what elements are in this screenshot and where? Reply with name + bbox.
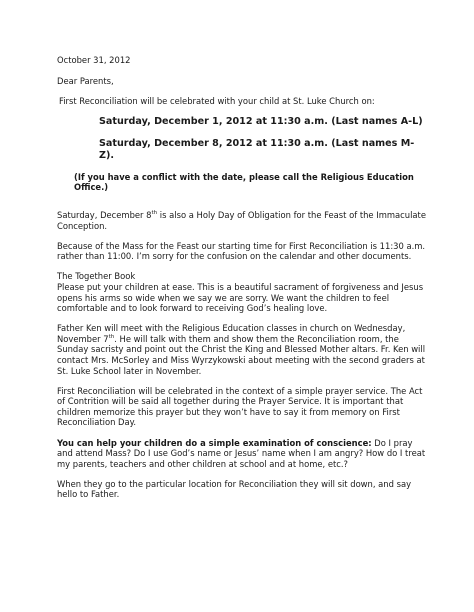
father-ken-text-start: Father Ken will meet with the Religious Education classes in church on Wednesday, November 7 [57, 323, 406, 344]
holy-day-text-start: Saturday, December 8 [57, 209, 152, 220]
examination-lead: You can help your children do a simple examination of conscience: [57, 437, 372, 448]
mass-time-paragraph: Because of the Mass for the Feast our starting time for First Reconciliation is 11:30 a.m. rather than 11:00. I’m sorry for the confusion on the calendar and other documents. [57, 240, 426, 262]
examination-paragraph [57, 438, 429, 470]
schedule-line-1: Saturday, December 1, 2012 at 11:30 a.m. (Last names A-L) [99, 115, 423, 127]
holy-day-text-end: is also a Holy Day of Obligation for the Feast of the Immaculate Conception. [57, 209, 426, 231]
conflict-note: (If you have a conflict with the date, please call the Religious Education Office.) [74, 171, 414, 193]
letter-page [57, 55, 429, 510]
together-book-heading: The Together Book [57, 271, 136, 282]
intro-paragraph: First Reconciliation will be celebrated with your child at St. Luke Church on: [59, 96, 375, 107]
holy-day-ordinal: th [151, 210, 158, 217]
father-ken-paragraph [57, 323, 429, 376]
father-ken-text-end: . He will talk with them and show them the Reconciliation room, the Sunday sacristy and point out the Christ the King and Blessed Mother altars. Fr. Ken will contact Mrs. McSorley and Miss Wyrzykowski about meeting with the second graders at St. Luke School later in November. [57, 333, 426, 376]
closing-paragraph: When they go to the particular location for Reconciliation they will sit down, and say hello to Father. [57, 478, 412, 500]
schedule-line-2: Saturday, December 8, 2012 at 11:30 a.m. (Last names M-Z). [99, 137, 415, 161]
together-book-paragraph: Please put your children at ease. This is a beautiful sacrament of forgiveness and Jesus opens his arms so wide when we say we are sorry. We want the children to feel comfortable and to look forward to receiving God’s healing love. [57, 281, 424, 314]
holy-day-paragraph [57, 210, 429, 231]
father-ken-ordinal: th [108, 334, 115, 341]
letter-date: October 31, 2012 [57, 55, 131, 65]
salutation: Dear Parents, [57, 75, 114, 86]
examination-questions: Do I pray and attend Mass? Do I use God’s name or Jesus’ name when I am angry? How do I treat my parents, teachers and other children at school and at home, etc.? [57, 437, 426, 469]
prayer-service-paragraph: First Reconciliation will be celebrated in the context of a simple prayer service. The Act of Contrition will be said all together during the Prayer Service. It is important that children memorize this prayer but they won’t have to say it from memory on First Reconciliation Day. [57, 385, 423, 428]
